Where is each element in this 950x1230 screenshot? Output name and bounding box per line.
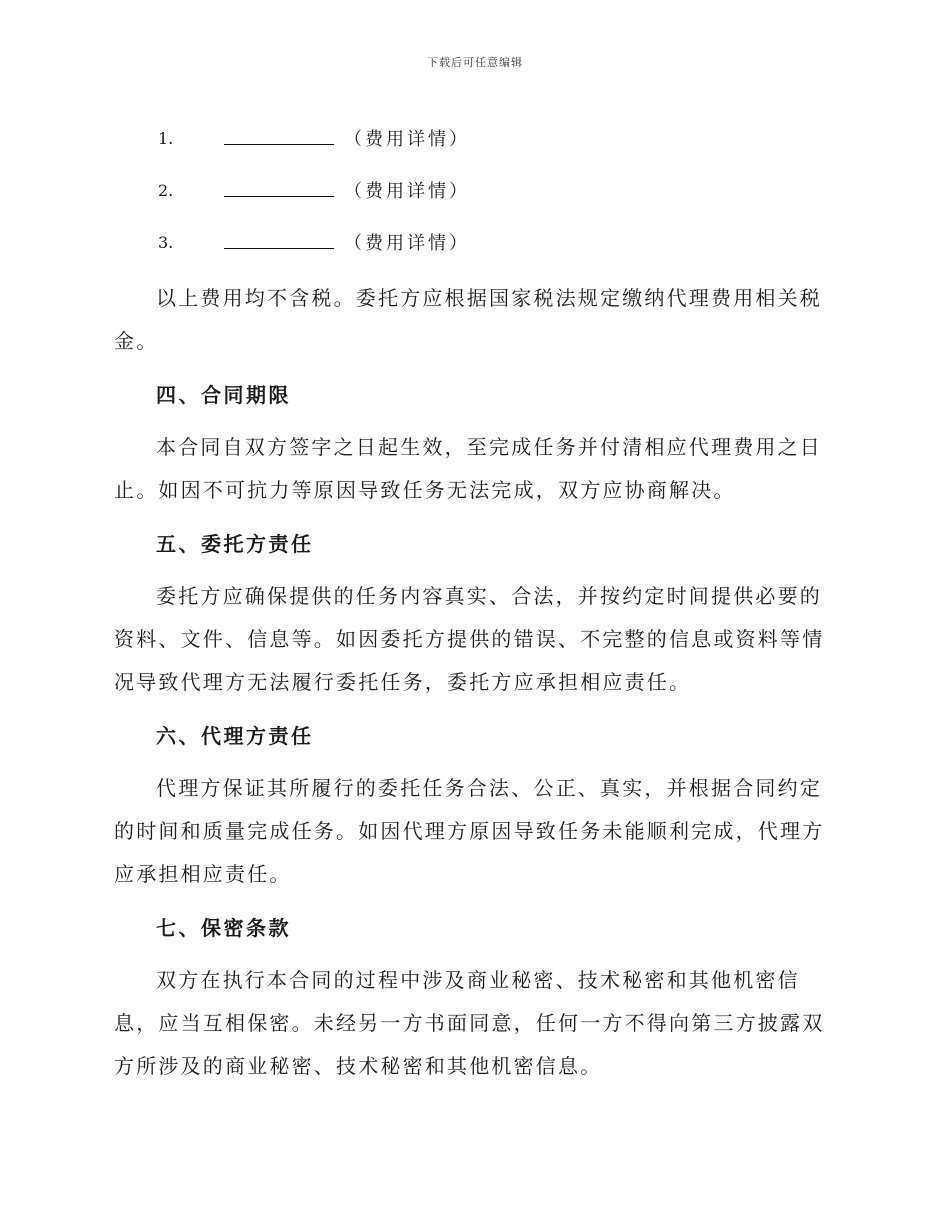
fee-item (114, 216, 834, 268)
fee-item-number: 3. (158, 232, 174, 252)
section-heading-confidentiality: 七、保密条款 (156, 916, 291, 940)
section-body-confidentiality: 双方在执行本合同的过程中涉及商业秘密、技术秘密和其他机密信息，应当互相保密。未经另一方书面同意，任何一方不得向第三方披露双方所涉及的商业秘密、技术秘密和其他机密信息。 (114, 968, 825, 1078)
fee-blank-line (224, 132, 334, 145)
section-body-agent-duty: 代理方保证其所履行的委托任务合法、公正、真实，并根据合同约定的时间和质量完成任务。如因代理方原因导致任务未能顺利完成，代理方应承担相应责任。 (114, 776, 825, 886)
section-body-term: 本合同自双方签字之日起生效，至完成任务并付清相应代理费用之日止。如因不可抗力等原因导致任务无法完成，双方应协商解决。 (114, 435, 822, 502)
fee-blank-line (224, 236, 334, 249)
fee-item (114, 164, 834, 216)
document-body (114, 112, 834, 1088)
section-heading-agent-duty: 六、代理方责任 (156, 724, 314, 748)
section-body-client-duty: 委托方应确保提供的任务内容真实、合法，并按约定时间提供必要的资料、文件、信息等。如因委托方提供的错误、不完整的信息或资料等情况导致代理方无法履行委托任务，委托方应承担相应责任。 (114, 584, 825, 694)
page-header: 下载后可任意编辑 (427, 56, 523, 69)
fee-item-number: 1. (158, 128, 174, 148)
tax-note-paragraph: 以上费用均不含税。委托方应根据国家税法规定缴纳代理费用相关税金。 (114, 286, 822, 353)
fee-blank-line (224, 184, 334, 197)
fee-item-number: 2. (158, 180, 174, 200)
fee-item-label: （费用详情） (344, 181, 470, 202)
fee-item-label: （费用详情） (344, 129, 470, 150)
fee-item (114, 112, 834, 164)
section-heading-term: 四、合同期限 (156, 383, 291, 407)
section-heading-client-duty: 五、委托方责任 (156, 532, 314, 556)
fee-item-label: （费用详情） (344, 233, 470, 254)
